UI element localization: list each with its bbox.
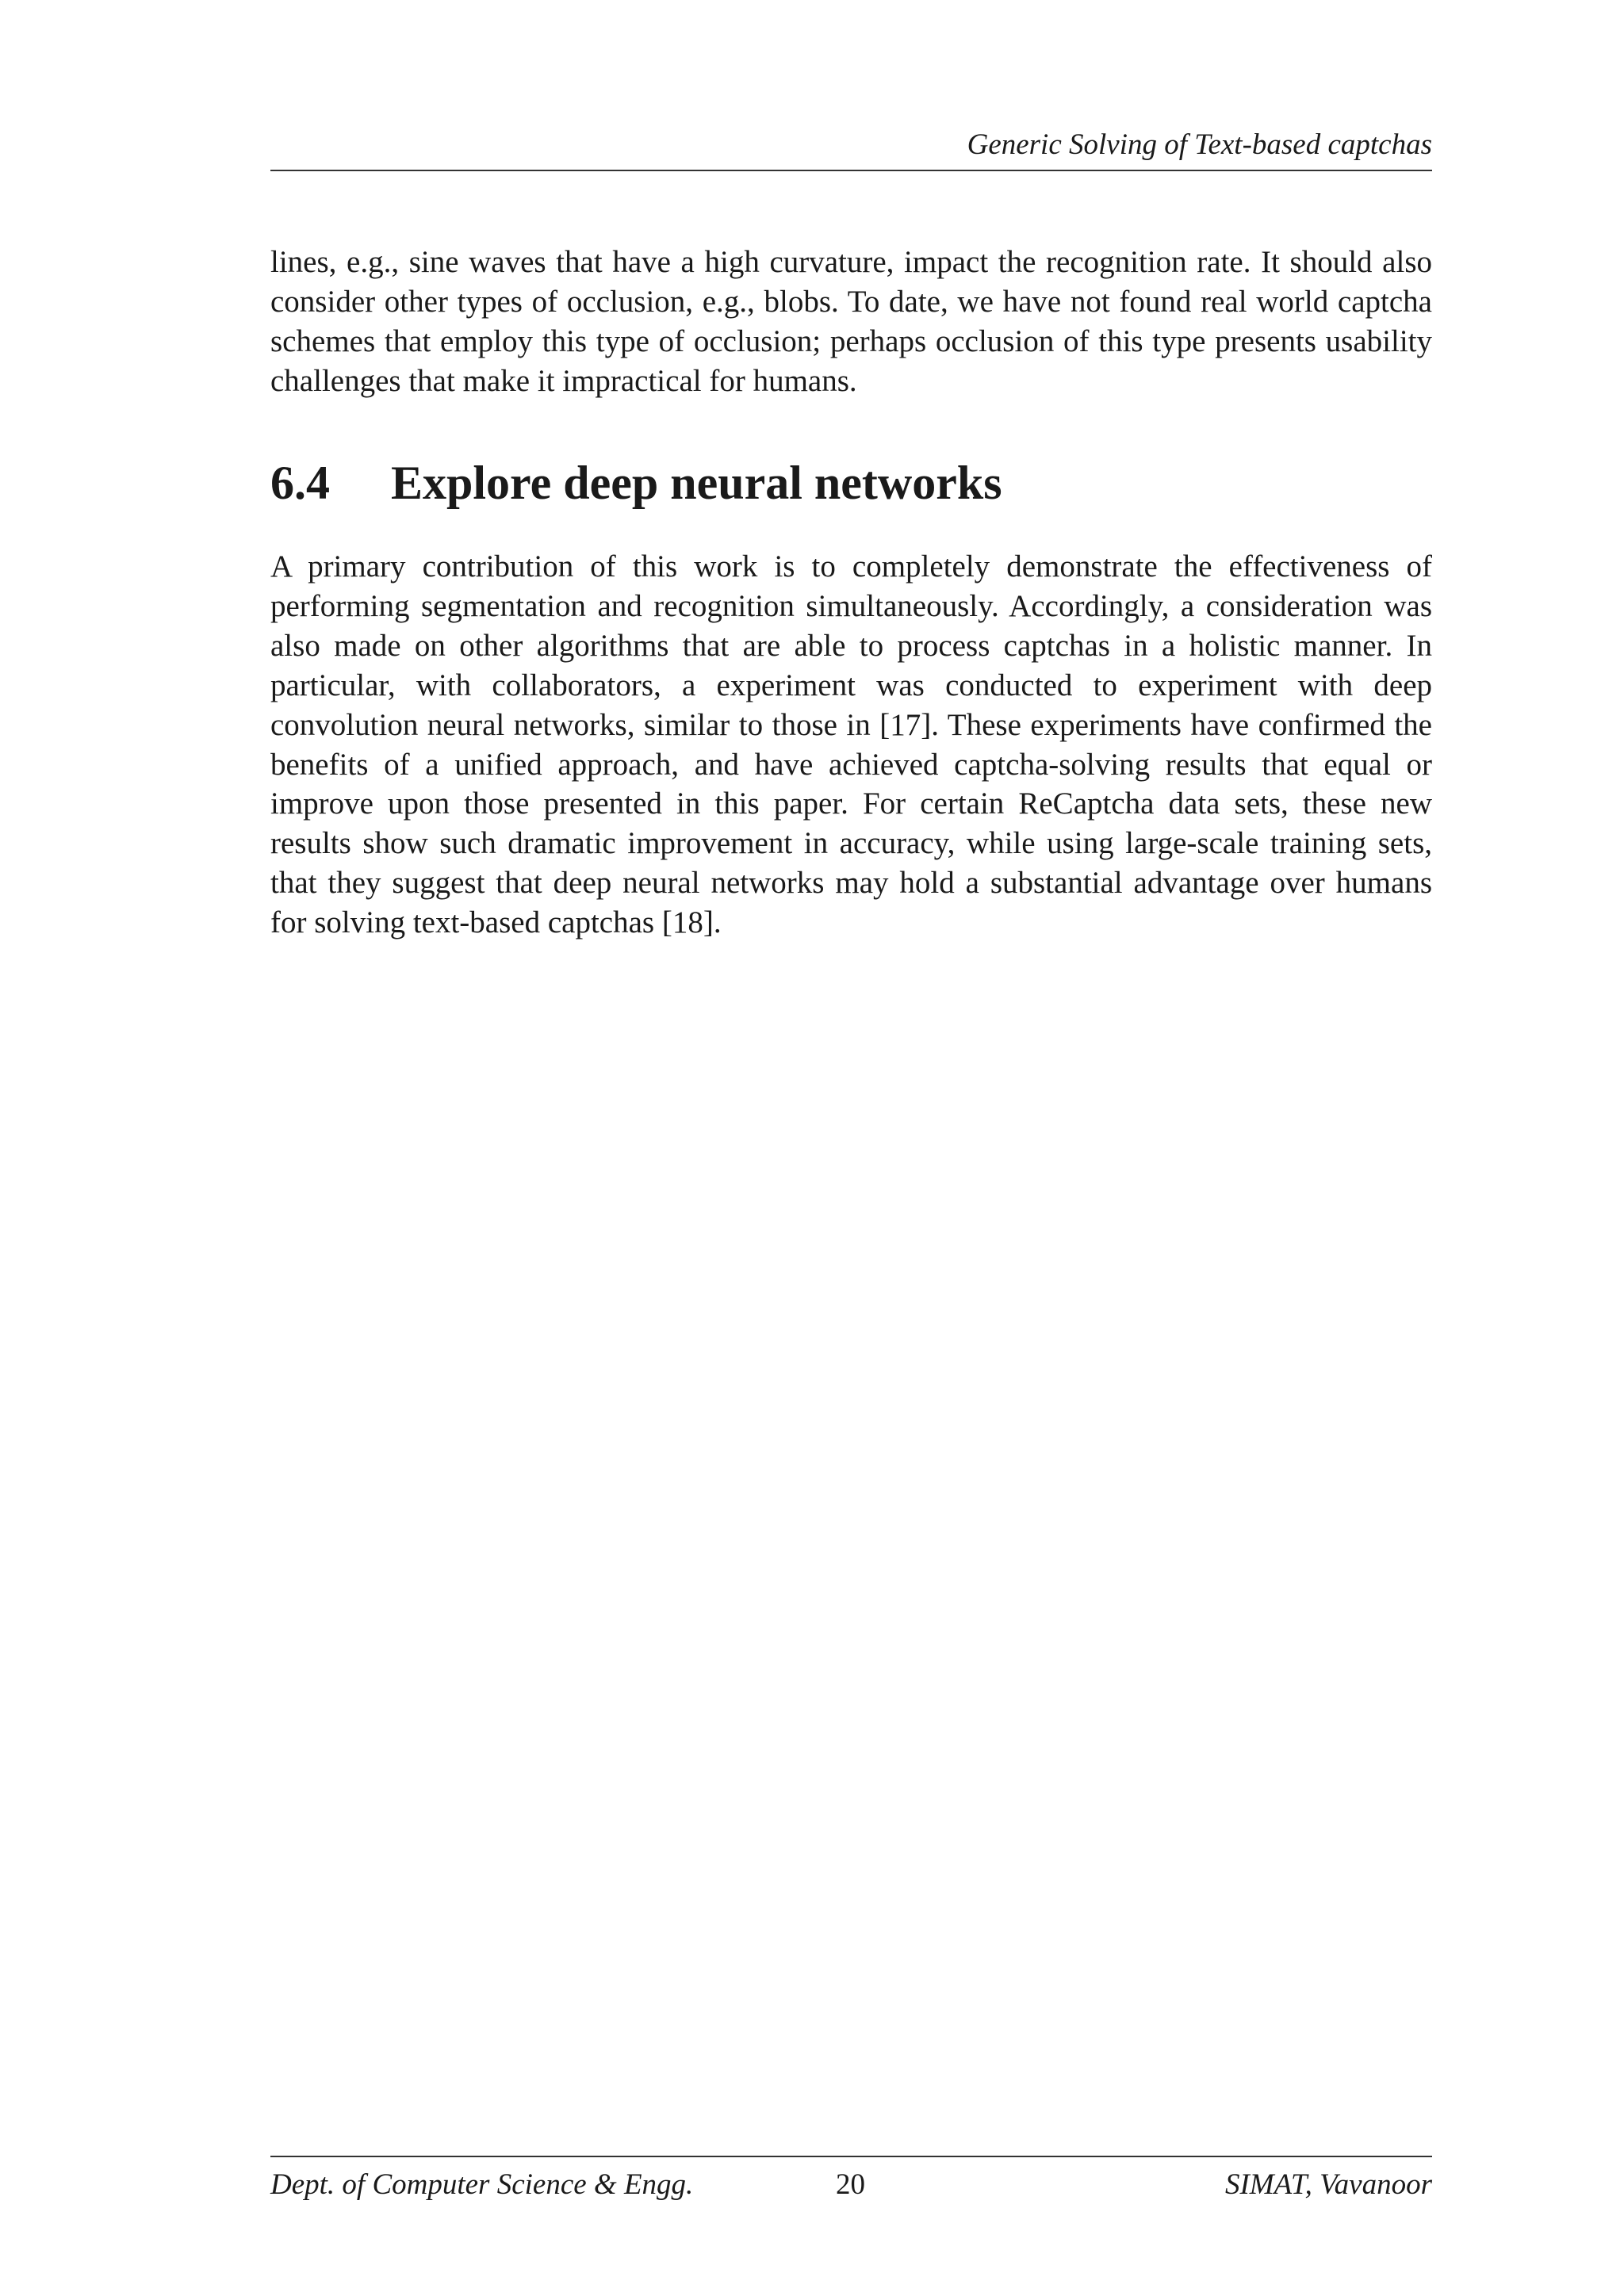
body-paragraph-1: lines, e.g., sine waves that have a high curvature, impact the recognition rate. It should also consider other types of occlusion, e.g., blobs. To date, we have not found real world captcha schemes that employ this type of occlusion; perhaps occlusion of this type presents usability challenges that make it impractical for humans. (270, 245, 1432, 398)
page-footer (270, 2164, 1432, 2206)
footer-institution: SIMAT, Vavanoor (1224, 2168, 1432, 2201)
section-number: 6.4 (270, 457, 330, 509)
body-paragraph-2: A primary contribution of this work is to completely demonstrate the effectiveness of performing segmentation and recognition simultaneously. Accordingly, a consideration was also made on other algorithms that are able to process captchas in a holistic manner. In particular, with collaborators, a experiment was conducted to experiment with deep convolution neural networks, similar to those in [17]. These experiments have confirmed the benefits of a unified approach, and have achieved captcha-solving results that equal or improve upon those presented in this paper. For certain ReCaptcha data sets, these new results show such dramatic improvement in accuracy, while using large-scale training sets, that they suggest that deep neural networks may hold a substantial advantage over humans for solving text-based captchas [18]. (270, 549, 1432, 940)
footer-department: Dept. of Computer Science & Engg. (270, 2168, 694, 2201)
section-heading (270, 454, 1432, 511)
section-title: Explore deep neural networks (391, 457, 1002, 509)
page-number: 20 (836, 2168, 865, 2201)
footer-rule (270, 2156, 1432, 2157)
running-header: Generic Solving of Text-based captchas (967, 128, 1432, 161)
header-rule (270, 170, 1432, 171)
